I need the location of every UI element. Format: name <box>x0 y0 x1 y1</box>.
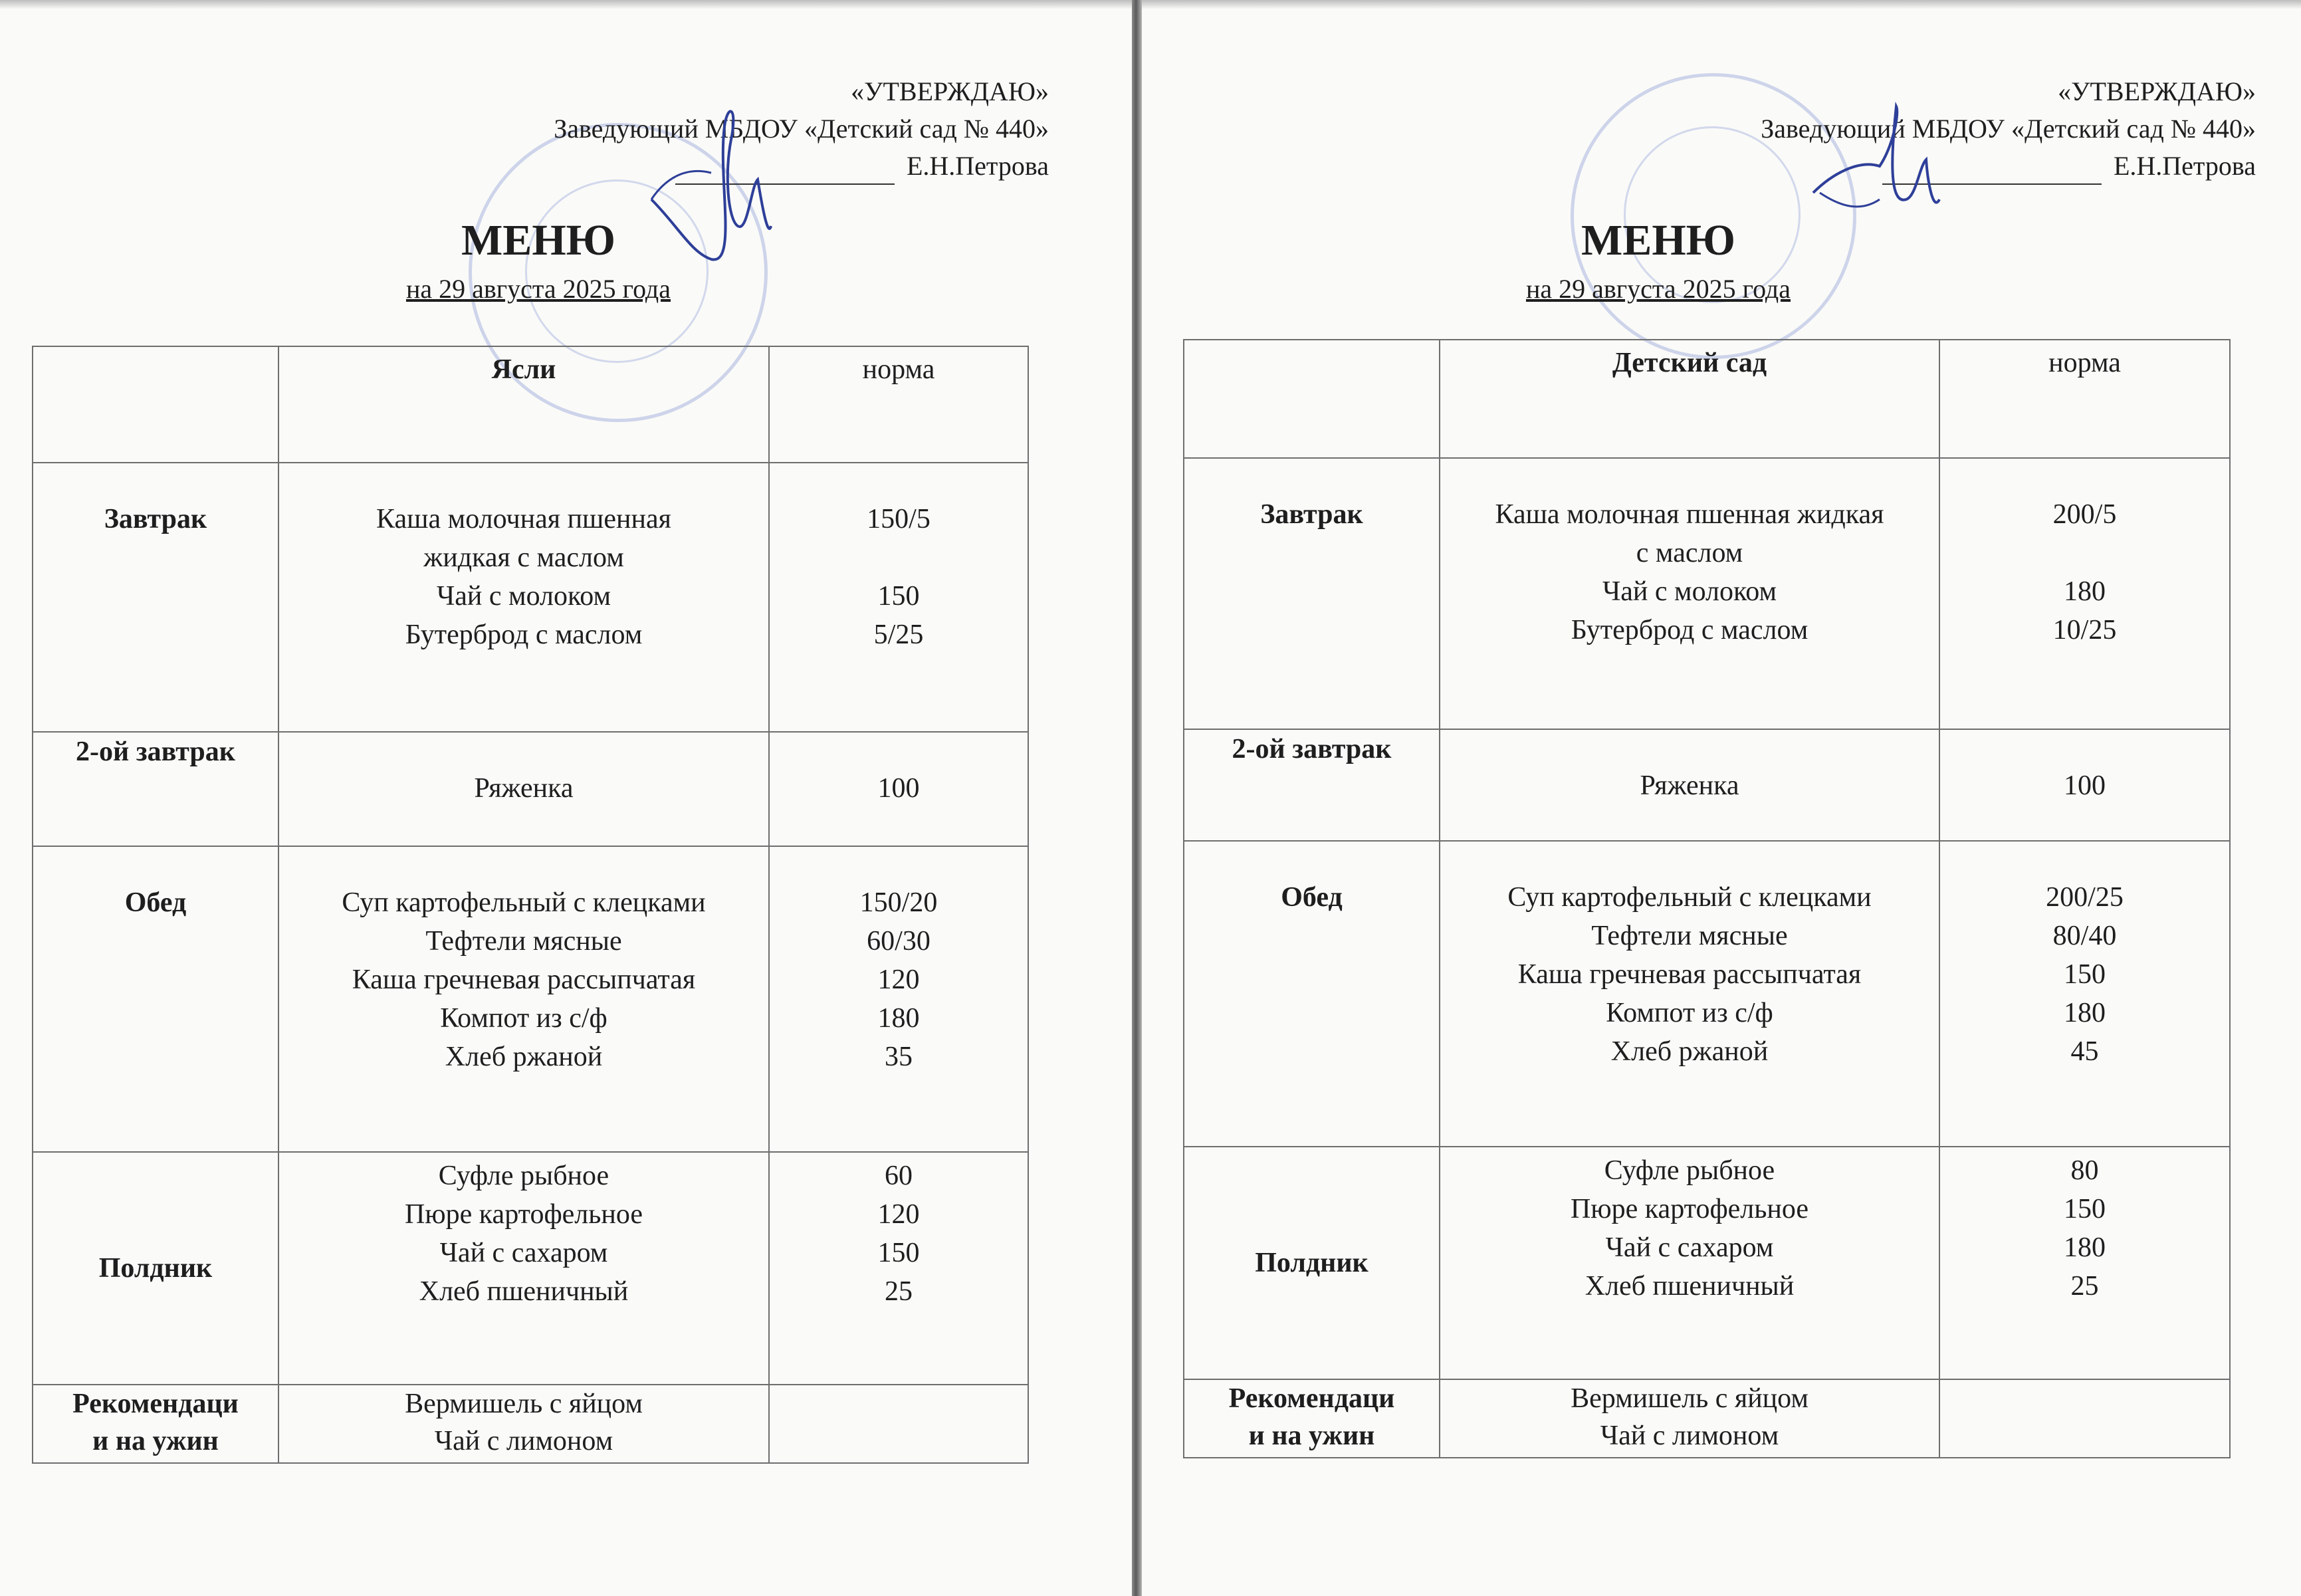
group-header: Ясли <box>278 346 769 463</box>
table-header-empty <box>1184 340 1440 458</box>
norm-header: норма <box>769 346 1028 463</box>
scan-shadow <box>0 0 1133 9</box>
meal-name: Полдник <box>98 1253 213 1284</box>
approval-name: Е.Н.Петрова <box>2113 151 2256 181</box>
document-title: МЕНЮ <box>461 216 615 265</box>
table-row <box>33 732 1028 846</box>
meal-name: Завтрак <box>104 504 207 534</box>
menu-sheet-nursery <box>0 0 1133 1596</box>
approval-heading: «УТВЕРЖДАЮ» <box>2058 76 2256 106</box>
norm-list: 200/25 80/40 150 180 45 <box>2046 882 2124 1067</box>
norm-list: 200/5 180 10/25 <box>2052 499 2117 645</box>
dish-list: Суфле рыбное Пюре картофельное Чай с сахаром Хлеб пшеничный <box>1570 1155 1809 1302</box>
document-date: на 29 августа 2025 года <box>405 274 671 304</box>
dish-list: Суп картофельный с клецками Тефтели мясные Каша гречневая рассыпчатая Компот из с/ф Хлеб ржаной <box>342 887 706 1072</box>
table-row <box>1184 1379 2230 1458</box>
norm-list: 80 150 180 25 <box>2064 1155 2106 1302</box>
dish-list: Вермишель с яйцом Чай с лимоном <box>1571 1383 1808 1451</box>
table-row <box>33 1385 1028 1463</box>
approval-position: Заведующий МБДОУ «Детский сад № 440» <box>554 114 1049 144</box>
dish-list: Каша молочная пшенная жидкая с маслом Чай с молоком Бутерброд с маслом <box>1495 499 1884 645</box>
dish-list: Суфле рыбное Пюре картофельное Чай с сахаром Хлеб пшеничный <box>404 1161 643 1307</box>
table-row <box>33 846 1028 1152</box>
table-header-row <box>1184 340 2230 458</box>
approval-position: Заведующий МБДОУ «Детский сад № 440» <box>1761 114 2256 144</box>
dish-list: Каша молочная пшенная жидкая с маслом Чай с молоком Бутерброд с маслом <box>376 504 671 650</box>
table-header-empty <box>33 346 278 463</box>
scan-shadow <box>1142 0 2301 9</box>
menu-table <box>32 346 1029 1464</box>
meal-name: 2-ой завтрак <box>76 737 235 767</box>
table-row <box>33 463 1028 732</box>
group-header: Детский сад <box>1440 340 1939 458</box>
dish-list: Суп картофельный с клецками Тефтели мясные Каша гречневая рассыпчатая Компот из с/ф Хлеб ржаной <box>1507 882 1872 1067</box>
meal-name: Рекомендаци и на ужин <box>72 1389 239 1456</box>
dish-list: Вермишель с яйцом Чай с лимоном <box>405 1389 643 1456</box>
table-row <box>33 1152 1028 1385</box>
dish-list: Ряженка <box>1640 770 1739 801</box>
table-header-row <box>33 346 1028 463</box>
document-date: на 29 августа 2025 года <box>1525 274 1791 304</box>
meal-name: Полдник <box>1255 1248 1369 1278</box>
meal-name: 2-ой завтрак <box>1232 734 1392 764</box>
menu-table <box>1183 339 2231 1458</box>
meal-name: Обед <box>1281 882 1343 913</box>
norm-header: норма <box>1939 340 2230 458</box>
dish-list: Ряженка <box>474 773 574 804</box>
table-row <box>1184 1147 2230 1379</box>
norm-list: 100 <box>877 773 920 804</box>
menu-sheet-kindergarten <box>1142 0 2301 1596</box>
meal-name: Обед <box>124 887 187 918</box>
table-row <box>1184 458 2230 729</box>
norm-list: 100 <box>2064 770 2106 801</box>
meal-name: Рекомендаци и на ужин <box>1228 1383 1395 1451</box>
norm-list: 150/5 150 5/25 <box>867 504 931 650</box>
table-row <box>1184 841 2230 1147</box>
meal-name: Завтрак <box>1260 499 1363 530</box>
norm-list: 150/20 60/30 120 180 35 <box>859 887 938 1072</box>
approval-name: Е.Н.Петрова <box>906 151 1049 181</box>
table-row <box>1184 729 2230 841</box>
approval-heading: «УТВЕРЖДАЮ» <box>851 76 1049 106</box>
document-title: МЕНЮ <box>1581 216 1735 265</box>
norm-list: 60 120 150 25 <box>877 1161 920 1307</box>
